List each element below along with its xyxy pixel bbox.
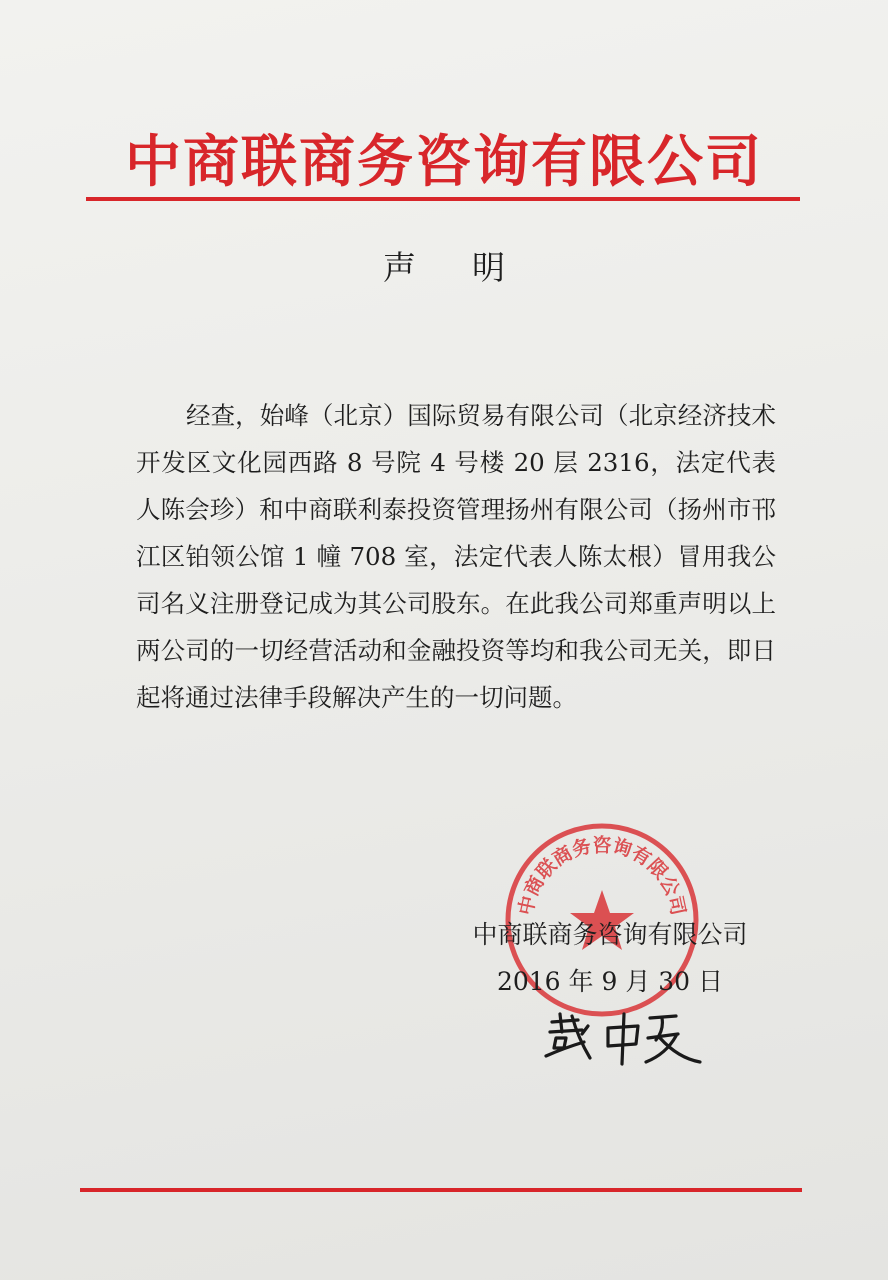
signoff-company: 中商联商务咨询有限公司 <box>472 920 748 949</box>
letterhead-divider <box>86 197 800 201</box>
signoff-date: 2016 年 9 月 30 日 <box>496 967 724 996</box>
seal-text: 中商联商务咨询有限公司 <box>514 834 690 918</box>
handwritten-signature <box>538 1008 708 1068</box>
document-title: 声明 <box>383 248 561 287</box>
letterhead-company-name: 中商联商务咨询有限公司 <box>125 129 763 195</box>
footer-divider <box>80 1188 802 1192</box>
statement-body: 经查，始峰（北京）国际贸易有限公司（北京经济技术开发区文化园西路 8 号院 4 号楼 20 层 2316，法定代表人陈会珍）和中商联利泰投资管理扬州有限公司（扬州市邗江区铂领公馆 1 幢 708 室，法定代表人陈太根）冒用我公司名义注册登记成为其公司股东。在此我公司郑重声明以上两公司的一切经营活动和金融投资等均和我公司无关，即日起将通过法律手段解决产生的一切问题。 <box>136 401 776 712</box>
